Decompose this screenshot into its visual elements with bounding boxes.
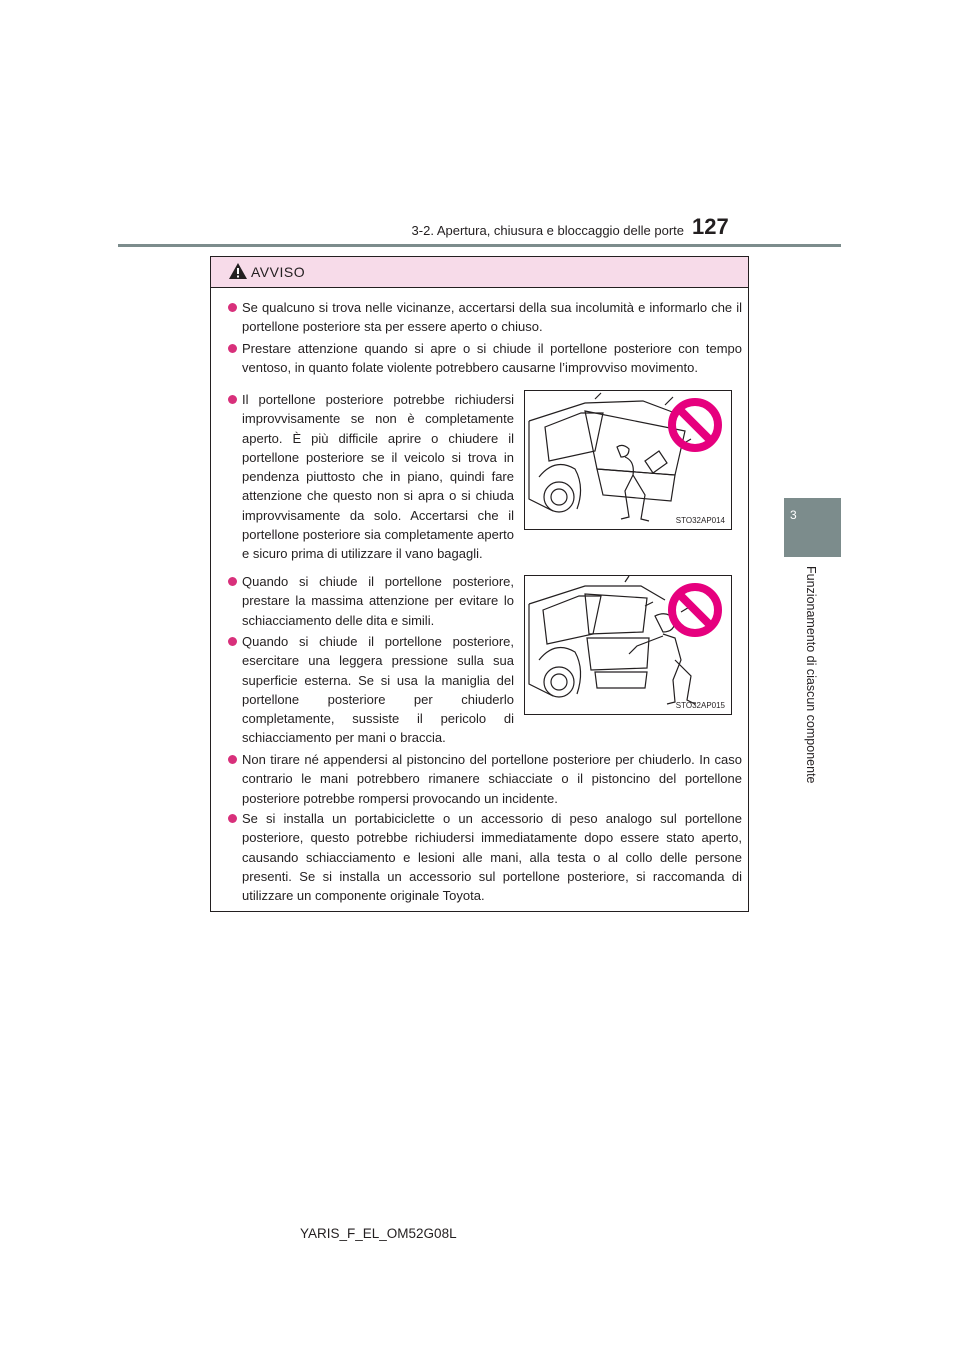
chapter-number: 3	[790, 508, 797, 522]
bullet-text: Quando si chiude il portellone posteriore, esercitare una leggera pressione sulla sua superficie esterna. Se si usa la maniglia del portellone posteriore per chiuderlo completamente, sussiste il pericolo di schiacciamento per mani o braccia.	[242, 634, 514, 746]
bullet-dot	[228, 303, 237, 312]
bullet-dot	[228, 814, 237, 823]
warning-bullet	[242, 809, 742, 905]
prohibition-icon	[667, 397, 723, 453]
bullet-dot	[228, 577, 237, 586]
warning-header	[211, 257, 748, 288]
figure-label: STO32AP014	[675, 516, 725, 525]
bullet-text: Non tirare né appendersi al pistoncino del portellone posteriore per chiuderlo. In caso contrario le mani potrebbero rimanere schiacciate o il pistoncino del portellone posteriore potrebbe rompersi provocando un incidente.	[242, 752, 742, 806]
bullet-dot	[228, 344, 237, 353]
document-code: YARIS_F_EL_OM52G08L	[300, 1226, 457, 1241]
prohibition-icon	[667, 582, 723, 638]
warning-title: AVVISO	[251, 264, 306, 280]
figure-tailgate-closing	[524, 575, 732, 715]
bullet-text: Quando si chiude il portellone posteriore, prestare la massima attenzione per evitare lo schiacciamento delle dita e simili.	[242, 574, 514, 628]
figure-tailgate-open	[524, 390, 732, 530]
chapter-tab	[784, 498, 841, 557]
bullet-dot	[228, 755, 237, 764]
figure-label: STO32AP015	[675, 701, 725, 710]
bullet-dot	[228, 637, 237, 646]
section-title: 3-2. Apertura, chiusura e bloccaggio delle porte	[411, 223, 684, 238]
warning-triangle-icon	[228, 262, 248, 280]
header-rule	[118, 244, 841, 247]
warning-bullet	[242, 298, 742, 337]
page-number: 127	[692, 214, 729, 239]
warning-bullet	[242, 632, 514, 748]
bullet-text: Se qualcuno si trova nelle vicinanze, accertarsi della sua incolumità e informarlo che il portellone posteriore sta per essere aperto o chiuso.	[242, 300, 742, 335]
bullet-text: Prestare attenzione quando si apre o si chiude il portellone posteriore con tempo ventoso, in quanto folate violente potrebbero causarne l’improvviso movimento.	[242, 341, 742, 376]
warning-bullet	[242, 390, 514, 564]
bullet-dot	[228, 395, 237, 404]
bullet-text: Se si installa un portabiciclette o un accessorio di peso analogo sul portellone posteriore, questo potrebbe richiudersi immediatamente dopo essere stato aperto, causando schiacciamento e lesioni alle mani, alla testa o al collo delle persone presenti. Se si installa un accessorio sul portellone posteriore, si raccomanda di utilizzare un componente originale Toyota.	[242, 811, 742, 904]
warning-bullet	[242, 339, 742, 378]
chapter-title: Funzionamento di ciascun componente	[804, 566, 818, 784]
bullet-text: Il portellone posteriore potrebbe richiudersi improvvisamente se non è completamente aperto. È più difficile aprire o chiudere il portellone posteriore se il veicolo si trova in pendenza piuttosto che in piano, quindi fare attenzione che questo non si apra o si chiuda improvvisamente da solo. Accertarsi che il portellone posteriore sia completamente aperto e sicuro prima di utilizzare il vano bagagli.	[242, 392, 514, 562]
warning-bullet	[242, 572, 514, 630]
warning-bullet	[242, 750, 742, 808]
